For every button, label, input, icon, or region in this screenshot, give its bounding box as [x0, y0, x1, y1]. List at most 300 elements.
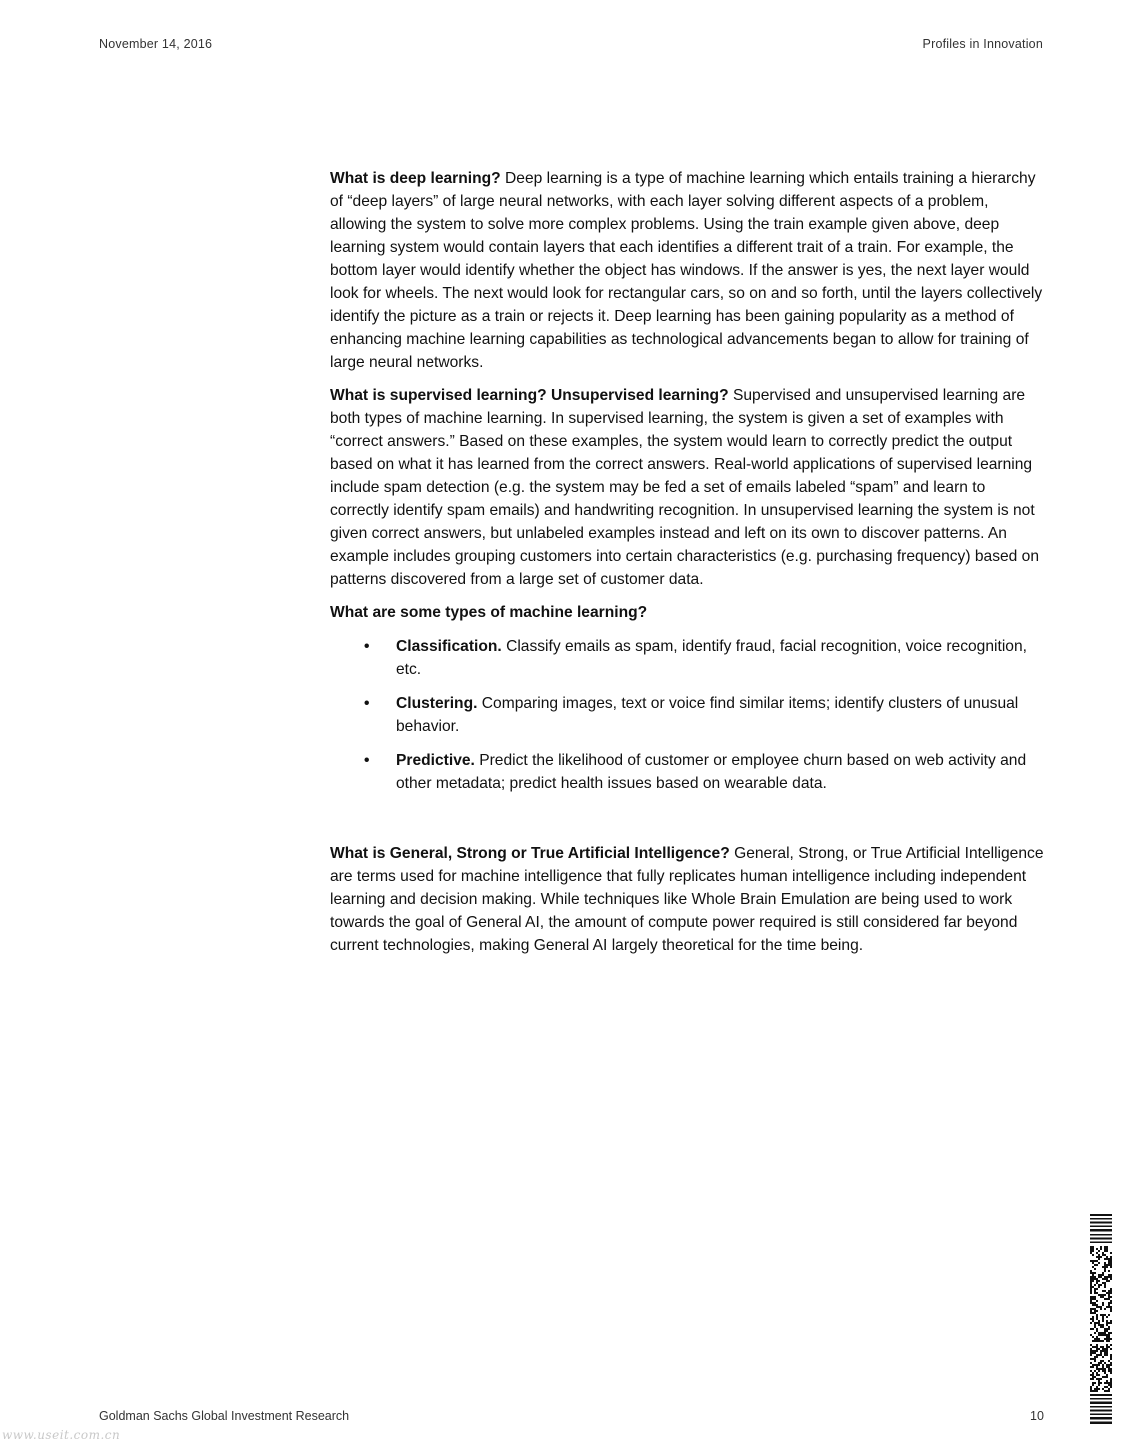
barcode-cell [1110, 1290, 1112, 1292]
spacer [330, 806, 1046, 842]
barcode-cell [1098, 1364, 1100, 1366]
text-predictive: Predict the likelihood of customer or employee churn based on web activity and other metadata; predict health issues based on wearable data. [396, 752, 1027, 792]
barcode-cell [1102, 1324, 1104, 1326]
barcode-cell [1108, 1270, 1110, 1272]
barcode-cell [1108, 1326, 1110, 1328]
barcode-cell [1110, 1338, 1112, 1340]
barcode-cell [1104, 1254, 1106, 1256]
barcode-cell [1098, 1274, 1100, 1276]
list-item [330, 635, 1046, 681]
paragraph-deep-learning [330, 167, 1046, 374]
barcode-cell [1108, 1302, 1110, 1304]
barcode-cell [1104, 1368, 1106, 1370]
barcode-cell [1100, 1326, 1102, 1328]
barcode-cell [1102, 1318, 1104, 1320]
barcode-cell [1094, 1360, 1096, 1362]
barcode-cell [1094, 1276, 1096, 1278]
barcode-cell [1110, 1384, 1112, 1386]
barcode-cell [1092, 1308, 1094, 1310]
barcode-cell [1092, 1372, 1094, 1374]
text-clustering: Comparing images, text or voice find similar items; identify clusters of unusual behavior. [396, 695, 1019, 735]
barcode-cell [1094, 1324, 1096, 1326]
barcode-cell [1096, 1292, 1098, 1294]
barcode-cell [1094, 1268, 1096, 1270]
barcode-cell [1100, 1346, 1102, 1348]
barcode-cell [1090, 1334, 1092, 1336]
barcode-cell [1090, 1378, 1092, 1380]
barcode-cell [1104, 1262, 1106, 1264]
barcode-cell [1106, 1330, 1108, 1332]
barcode-cell [1102, 1274, 1104, 1276]
barcode-cell [1102, 1320, 1104, 1322]
barcode-cell [1110, 1256, 1112, 1258]
barcode-cell [1090, 1250, 1092, 1252]
barcode-cell [1106, 1374, 1108, 1376]
barcode-cell [1108, 1276, 1110, 1278]
barcode-cell [1092, 1274, 1094, 1276]
barcode-cell [1096, 1248, 1098, 1250]
barcode-cell [1090, 1362, 1092, 1364]
barcode-cell [1104, 1328, 1106, 1330]
barcode-cell [1104, 1294, 1106, 1296]
barcode-cell [1092, 1364, 1094, 1366]
barcode-cell [1102, 1340, 1104, 1342]
barcode-cell [1108, 1296, 1110, 1298]
barcode-cell [1100, 1360, 1102, 1362]
barcode-cell [1090, 1284, 1092, 1286]
barcode-cell [1104, 1264, 1106, 1266]
barcode-cell [1096, 1280, 1098, 1282]
barcode-cell [1102, 1350, 1104, 1352]
barcode-cell [1098, 1374, 1100, 1376]
barcode-cell [1094, 1326, 1096, 1328]
barcode-cell [1096, 1364, 1098, 1366]
barcode-cell [1102, 1296, 1104, 1298]
barcode-cell [1096, 1336, 1098, 1338]
barcode-cell [1090, 1348, 1092, 1350]
barcode-cell [1102, 1304, 1104, 1306]
barcode-cell [1092, 1246, 1094, 1248]
barcode-cell [1102, 1278, 1104, 1280]
lead-supervised-learning: What is supervised learning? Unsupervised learning? [330, 387, 729, 404]
barcode-cell [1102, 1302, 1104, 1304]
barcode-cell [1090, 1344, 1092, 1346]
barcode-cell [1094, 1302, 1096, 1304]
barcode-cell [1108, 1262, 1110, 1264]
barcode-cell [1096, 1344, 1098, 1346]
barcode-cell [1108, 1370, 1110, 1372]
barcode-cell [1094, 1382, 1096, 1384]
barcode-cell [1108, 1274, 1110, 1276]
barcode-cell [1090, 1246, 1092, 1248]
barcode-cell [1100, 1334, 1102, 1336]
barcode-cell [1108, 1280, 1110, 1282]
barcode-cell [1110, 1288, 1112, 1290]
barcode-cell [1106, 1328, 1108, 1330]
barcode-cell [1094, 1332, 1096, 1334]
barcode-cell [1096, 1390, 1098, 1392]
text-deep-learning: Deep learning is a type of machine learning which entails training a hierarchy of “deep layers” of large neural networks, with each layer solving different aspects of a problem, allowing the system to solve more complex problems. Using the train example given above, deep learning system would contain layers that each identifies a different trait of a train. For example, the bottom layer would identify whether the object has windows. If the answer is yes, the next layer would look for wheels. The next would look for rectangular cars, so on and so forth, until the layers collectively identify the picture as a train or rejects it. Deep learning has been gaining popularity as a method of enhancing machine learning capabilities as technological advancements began to allow for training of large neural networks. [330, 170, 1043, 371]
barcode-cell [1094, 1338, 1096, 1340]
barcode-cell [1098, 1250, 1100, 1252]
barcode-cell [1096, 1322, 1098, 1324]
barcode-cell [1096, 1378, 1098, 1380]
barcode-cell [1090, 1288, 1092, 1290]
barcode-cell [1090, 1358, 1092, 1360]
barcode-cell [1108, 1304, 1110, 1306]
barcode-cell [1092, 1374, 1094, 1376]
barcode-cell [1108, 1384, 1110, 1386]
barcode-cell [1106, 1334, 1108, 1336]
barcode-cell [1100, 1378, 1102, 1380]
barcode-cell [1106, 1348, 1108, 1350]
term-classification: Classification. [396, 638, 502, 655]
barcode-cell [1102, 1360, 1104, 1362]
barcode-cell [1094, 1346, 1096, 1348]
barcode-cell [1104, 1258, 1106, 1260]
barcode-cell [1096, 1256, 1098, 1258]
barcode-cell [1092, 1250, 1094, 1252]
barcode-cell [1110, 1380, 1112, 1382]
barcode-cell [1104, 1308, 1106, 1310]
barcode-cell [1098, 1378, 1100, 1380]
text-classification: Classify emails as spam, identify fraud, facial recognition, voice recognition, etc. [396, 638, 1027, 678]
barcode-cell [1108, 1322, 1110, 1324]
barcode-cell [1106, 1276, 1108, 1278]
barcode-cell [1098, 1258, 1100, 1260]
barcode-cell [1104, 1246, 1106, 1248]
barcode-cell [1102, 1376, 1104, 1378]
barcode-cell [1094, 1308, 1096, 1310]
barcode-cell [1106, 1322, 1108, 1324]
barcode-cell [1096, 1314, 1098, 1316]
barcode-cell [1090, 1328, 1092, 1330]
barcode-cell [1098, 1332, 1100, 1334]
barcode-cell [1098, 1388, 1100, 1390]
barcode-cell [1090, 1286, 1092, 1288]
barcode-cell [1102, 1290, 1104, 1292]
barcode-cell [1108, 1360, 1110, 1362]
barcode-cell [1090, 1260, 1092, 1262]
barcode-cell [1090, 1310, 1092, 1312]
barcode-cell [1102, 1370, 1104, 1372]
barcode-cell [1090, 1298, 1092, 1300]
barcode-cell [1110, 1370, 1112, 1372]
barcode-cell [1090, 1390, 1092, 1392]
barcode-cell [1104, 1250, 1106, 1252]
term-predictive: Predictive. [396, 752, 475, 769]
barcode-cell [1110, 1292, 1112, 1294]
barcode-cell [1098, 1320, 1100, 1322]
barcode-cell [1094, 1298, 1096, 1300]
barcode-cell [1098, 1306, 1100, 1308]
barcode-cell [1098, 1380, 1100, 1382]
barcode-cell [1098, 1368, 1100, 1370]
barcode-cell [1090, 1278, 1092, 1280]
barcode-cell [1108, 1328, 1110, 1330]
bullet-icon: • [364, 638, 370, 655]
barcode-cell [1108, 1260, 1110, 1262]
barcode-cell [1096, 1304, 1098, 1306]
barcode-cell [1094, 1388, 1096, 1390]
barcode-cell [1094, 1312, 1096, 1314]
barcode-cell [1110, 1354, 1112, 1356]
barcode-cell [1108, 1346, 1110, 1348]
barcode-cell [1090, 1354, 1092, 1356]
barcode-cell [1092, 1328, 1094, 1330]
barcode-cell [1092, 1346, 1094, 1348]
paragraph-general-ai [330, 842, 1046, 957]
barcode-cell [1094, 1356, 1096, 1358]
barcode-cell [1092, 1302, 1094, 1304]
barcode-icon [1090, 1214, 1112, 1424]
barcode-cell [1090, 1272, 1092, 1274]
barcode-cell [1108, 1366, 1110, 1368]
barcode-cell [1092, 1260, 1094, 1262]
barcode-cell [1094, 1290, 1096, 1292]
barcode-cell [1096, 1346, 1098, 1348]
barcode-cell [1100, 1294, 1102, 1296]
barcode-cell [1090, 1248, 1092, 1250]
barcode-cell [1090, 1292, 1092, 1294]
barcode-cell [1100, 1368, 1102, 1370]
barcode-cell [1094, 1296, 1096, 1298]
barcode-cell [1094, 1352, 1096, 1354]
barcode-cell [1100, 1248, 1102, 1250]
barcode-cell [1104, 1370, 1106, 1372]
barcode-cell [1098, 1324, 1100, 1326]
barcode-cell [1110, 1260, 1112, 1262]
barcode-cell [1110, 1382, 1112, 1384]
barcode-cell [1096, 1328, 1098, 1330]
barcode-cell [1110, 1368, 1112, 1370]
barcode-cell [1098, 1334, 1100, 1336]
barcode-cell [1092, 1286, 1094, 1288]
barcode-cell [1104, 1284, 1106, 1286]
barcode-cell [1092, 1304, 1094, 1306]
barcode-cell [1102, 1346, 1104, 1348]
barcode-cell [1090, 1350, 1092, 1352]
barcode-cell [1090, 1370, 1092, 1372]
barcode-cell [1096, 1348, 1098, 1350]
barcode-cell [1092, 1340, 1094, 1342]
barcode-cell [1104, 1348, 1106, 1350]
barcode-cell [1104, 1382, 1106, 1384]
barcode-cell [1100, 1306, 1102, 1308]
barcode-cell [1094, 1292, 1096, 1294]
barcode-cell [1102, 1252, 1104, 1254]
barcode-cell [1110, 1386, 1112, 1388]
barcode-cell [1098, 1348, 1100, 1350]
main-content [330, 167, 1046, 967]
barcode-cell [1104, 1286, 1106, 1288]
barcode-cell [1094, 1370, 1096, 1372]
barcode-cell [1106, 1382, 1108, 1384]
barcode-cell [1102, 1282, 1104, 1284]
barcode-cell [1098, 1256, 1100, 1258]
text-general-ai: General, Strong, or True Artificial Intelligence are terms used for machine intelligence that fully replicates human intelligence including independent learning and decision making. While techniques like Whole Brain Emulation are being used to work towards the goal of General AI, the amount of compute power required is still considered far beyond current technologies, making General AI largely theoretical for the time being. [330, 845, 1044, 954]
page-number: 10 [1030, 1409, 1044, 1423]
barcode-cell [1096, 1300, 1098, 1302]
barcode-cell [1102, 1368, 1104, 1370]
barcode-cell [1104, 1350, 1106, 1352]
barcode-cell [1100, 1284, 1102, 1286]
bullet-icon: • [364, 695, 370, 712]
barcode-cell [1108, 1298, 1110, 1300]
barcode-cell [1110, 1308, 1112, 1310]
heading-ml-types: What are some types of machine learning? [330, 604, 648, 621]
barcode-cell [1096, 1310, 1098, 1312]
barcode-cell [1110, 1358, 1112, 1360]
barcode-cell [1106, 1306, 1108, 1308]
barcode-cell [1110, 1372, 1112, 1374]
barcode-cell [1096, 1338, 1098, 1340]
barcode-cell [1100, 1246, 1102, 1248]
barcode-cell [1106, 1246, 1108, 1248]
barcode-cell [1098, 1322, 1100, 1324]
barcode-cell [1108, 1290, 1110, 1292]
barcode-cell [1098, 1254, 1100, 1256]
barcode-cell [1106, 1376, 1108, 1378]
barcode-cell [1096, 1318, 1098, 1320]
barcode-cell [1094, 1340, 1096, 1342]
barcode-cell [1098, 1338, 1100, 1340]
barcode-cell [1098, 1262, 1100, 1264]
barcode-cell [1104, 1332, 1106, 1334]
barcode-cell [1090, 1296, 1092, 1298]
barcode-cell [1092, 1248, 1094, 1250]
barcode-cell [1100, 1296, 1102, 1298]
barcode-cell [1108, 1292, 1110, 1294]
barcode-cell [1110, 1310, 1112, 1312]
barcode-cell [1092, 1280, 1094, 1282]
lead-general-ai: What is General, Strong or True Artificial Intelligence? [330, 845, 730, 862]
barcode-cell [1110, 1332, 1112, 1334]
barcode-cell [1108, 1294, 1110, 1296]
barcode-cell [1092, 1276, 1094, 1278]
barcode-cell [1106, 1354, 1108, 1356]
barcode-cell [1100, 1340, 1102, 1342]
footer-org: Goldman Sachs Global Investment Research [99, 1409, 350, 1423]
barcode-cell [1092, 1352, 1094, 1354]
barcode-cell [1110, 1258, 1112, 1260]
barcode-cell [1110, 1378, 1112, 1380]
barcode-cell [1096, 1282, 1098, 1284]
barcode-cell [1110, 1306, 1112, 1308]
barcode-cell [1104, 1276, 1106, 1278]
barcode-cell [1104, 1314, 1106, 1316]
barcode-cell [1108, 1314, 1110, 1316]
barcode-cell [1110, 1276, 1112, 1278]
barcode-cell [1094, 1288, 1096, 1290]
barcode-cell [1108, 1264, 1110, 1266]
barcode-cell [1110, 1274, 1112, 1276]
barcode-cell [1104, 1376, 1106, 1378]
watermark: www.useit.com.cn [2, 1428, 121, 1442]
barcode-cell [1110, 1320, 1112, 1322]
barcode-cell [1108, 1368, 1110, 1370]
barcode-cell [1092, 1262, 1094, 1264]
barcode-cell [1104, 1278, 1106, 1280]
barcode-cell [1090, 1318, 1092, 1320]
barcode-cell [1110, 1264, 1112, 1266]
barcode-cell [1090, 1282, 1092, 1284]
barcode-cell [1104, 1386, 1106, 1388]
barcode-cell [1110, 1266, 1112, 1268]
barcode-cell [1106, 1386, 1108, 1388]
barcode-cell [1100, 1274, 1102, 1276]
barcode-cell [1110, 1348, 1112, 1350]
barcode-cell [1110, 1344, 1112, 1346]
barcode-cell [1096, 1366, 1098, 1368]
barcode-cell [1106, 1266, 1108, 1268]
barcode-cell [1096, 1386, 1098, 1388]
barcode-cell [1100, 1382, 1102, 1384]
barcode-cell [1100, 1276, 1102, 1278]
barcode-cell [1096, 1252, 1098, 1254]
barcode-cell [1092, 1378, 1094, 1380]
barcode-cell [1096, 1306, 1098, 1308]
barcode-cell [1104, 1354, 1106, 1356]
barcode-cell [1094, 1358, 1096, 1360]
ml-types-list [330, 635, 1046, 795]
list-item [330, 749, 1046, 795]
barcode-cell [1092, 1312, 1094, 1314]
barcode-cell [1098, 1340, 1100, 1342]
barcode-cell [1106, 1264, 1108, 1266]
barcode-cell [1092, 1384, 1094, 1386]
barcode-cell [1106, 1346, 1108, 1348]
header-title: Profiles in Innovation [922, 37, 1043, 51]
barcode-cell [1100, 1314, 1102, 1316]
barcode-cell [1090, 1388, 1092, 1390]
lead-deep-learning: What is deep learning? [330, 170, 501, 187]
barcode-cell [1094, 1272, 1096, 1274]
barcode-cell [1090, 1252, 1092, 1254]
barcode-cell [1110, 1322, 1112, 1324]
barcode-cell [1090, 1276, 1092, 1278]
barcode-cell [1094, 1350, 1096, 1352]
barcode-cell [1102, 1356, 1104, 1358]
barcode-cell [1090, 1290, 1092, 1292]
barcode-cell [1108, 1390, 1110, 1392]
barcode-cell [1102, 1366, 1104, 1368]
barcode-cell [1096, 1356, 1098, 1358]
barcode-cell [1098, 1284, 1100, 1286]
barcode-cell [1104, 1290, 1106, 1292]
barcode-cell [1106, 1338, 1108, 1340]
barcode-cell [1102, 1254, 1104, 1256]
barcode-cell [1090, 1280, 1092, 1282]
barcode-cell [1090, 1270, 1092, 1272]
barcode-cell [1094, 1376, 1096, 1378]
barcode-cell [1104, 1266, 1106, 1268]
barcode-cell [1096, 1288, 1098, 1290]
header-date: November 14, 2016 [99, 37, 213, 51]
barcode-cell [1092, 1366, 1094, 1368]
barcode-cell [1098, 1286, 1100, 1288]
barcode-cell [1104, 1362, 1106, 1364]
barcode-cell [1098, 1362, 1100, 1364]
barcode-cell [1106, 1364, 1108, 1366]
barcode-cell [1108, 1336, 1110, 1338]
barcode-cell [1106, 1366, 1108, 1368]
barcode-cell [1090, 1386, 1092, 1388]
barcode-cell [1106, 1324, 1108, 1326]
barcode-cell [1108, 1388, 1110, 1390]
barcode-cell [1106, 1248, 1108, 1250]
barcode-cell [1094, 1284, 1096, 1286]
